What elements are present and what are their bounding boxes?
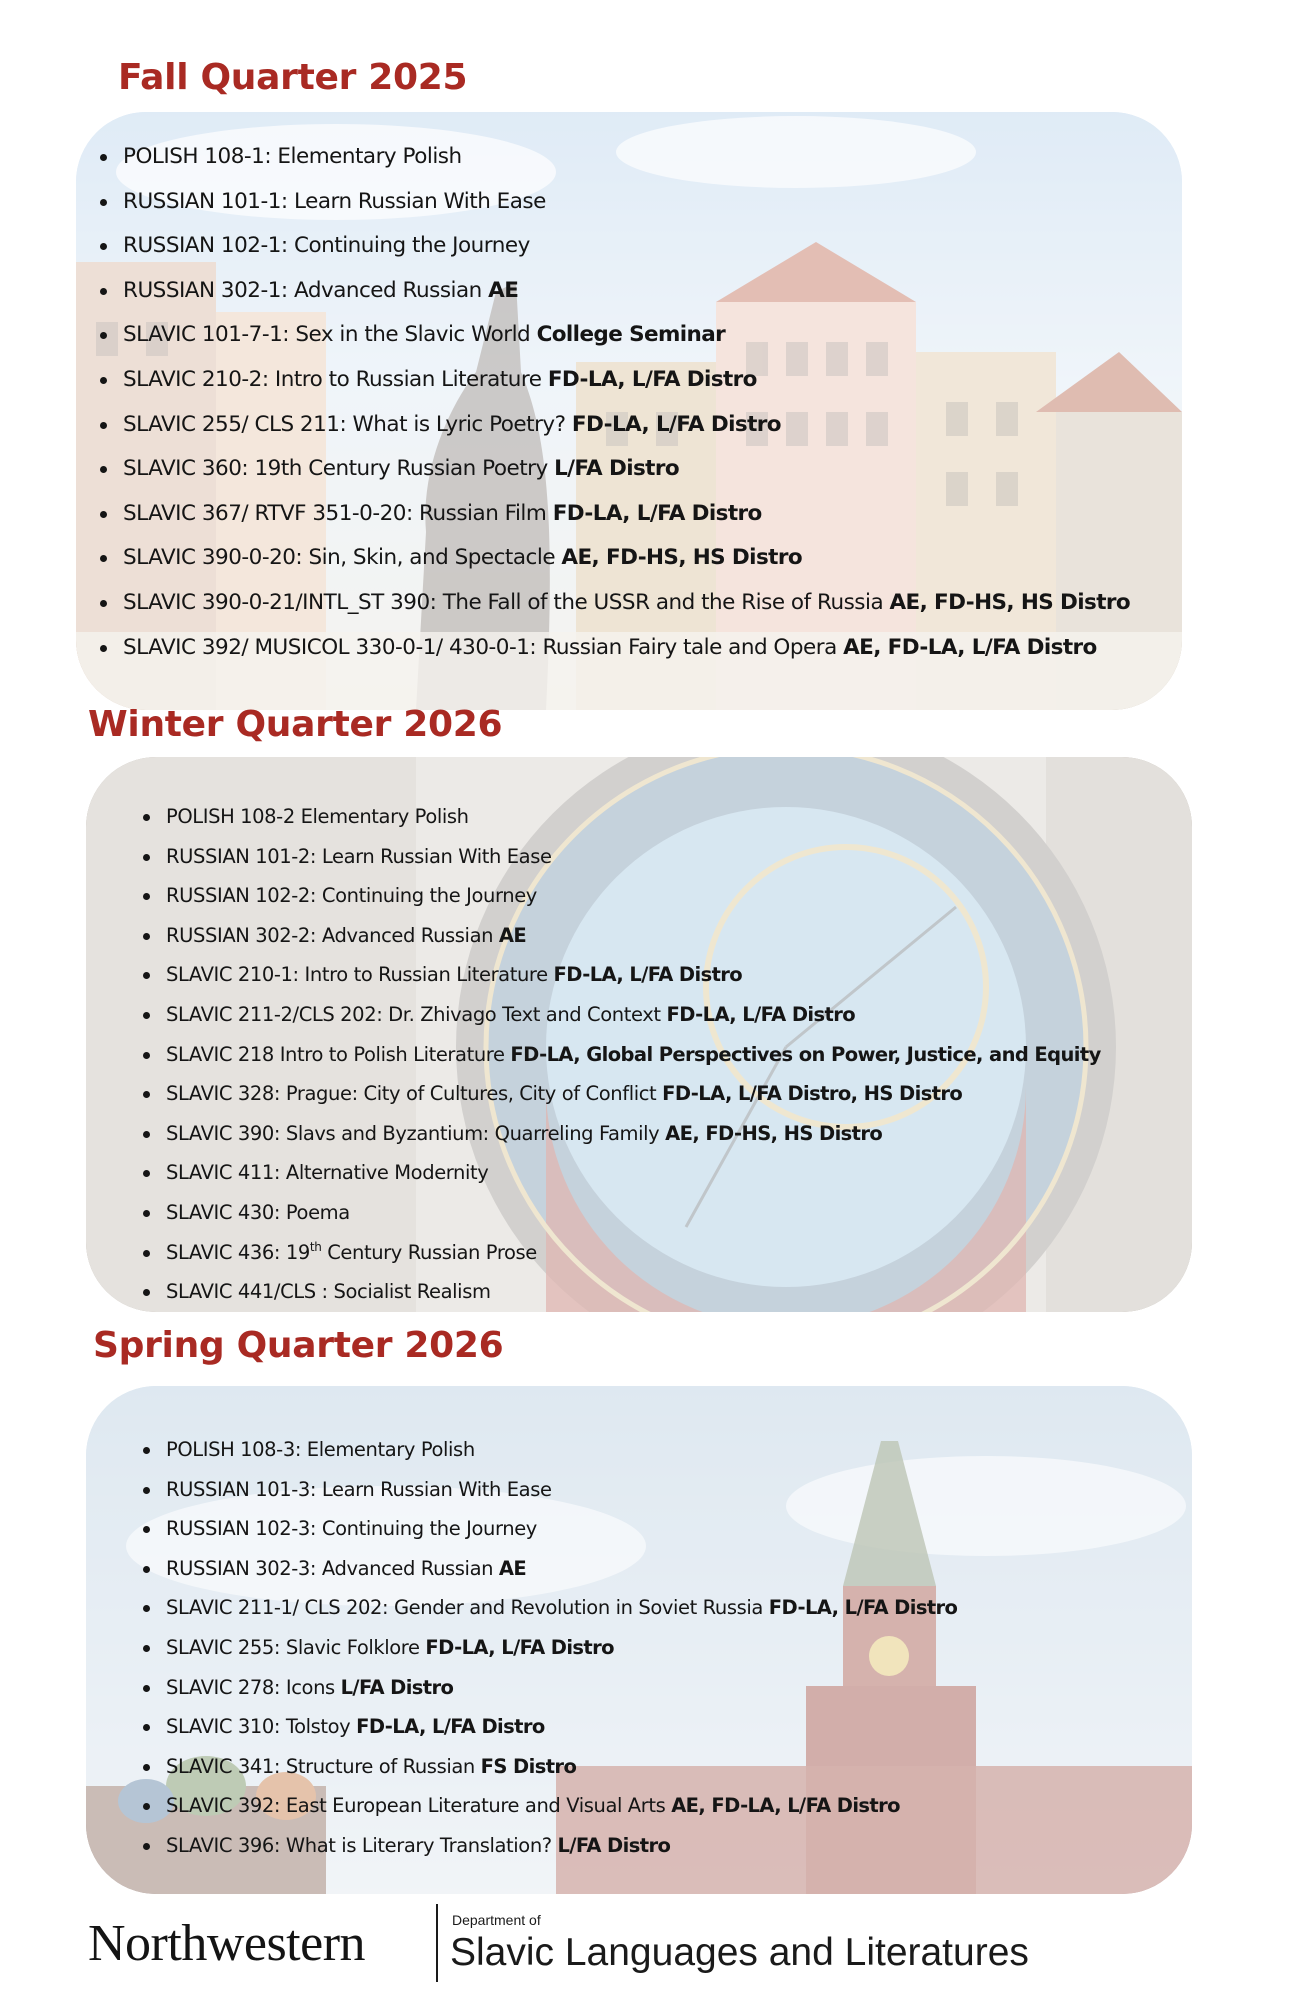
list-item: SLAVIC 210-2: Intro to Russian Literature FD-LA, L/FA Distro <box>123 365 1130 410</box>
list-item: SLAVIC 392/ MUSICOL 330-0-1/ 430-0-1: Russian Fairy tale and Opera AE, FD-LA, L/FA Distro <box>123 633 1130 678</box>
list-item: SLAVIC 367/ RTVF 351-0-20: Russian Film FD-LA, L/FA Distro <box>123 499 1130 544</box>
list-item: RUSSIAN 101-1: Learn Russian With Ease <box>123 187 1130 232</box>
list-item: SLAVIC 255: Slavic Folklore FD-LA, L/FA Distro <box>166 1634 957 1674</box>
course-tag: FD-LA, L/FA Distro <box>666 1002 856 1026</box>
course-tag: AE, FD-HS, HS Distro <box>665 1121 883 1145</box>
course-tag: AE, FD-HS, HS Distro <box>889 589 1131 615</box>
list-item: SLAVIC 328: Prague: City of Cultures, City of Conflict FD-LA, L/FA Distro, HS Distro <box>166 1080 1101 1120</box>
course-tag: FD-LA, L/FA Distro <box>547 366 757 392</box>
fall-courses-panel <box>76 112 1182 710</box>
spring-quarter-heading: Spring Quarter 2026 <box>93 1325 504 1366</box>
list-item: SLAVIC 211-2/CLS 202: Dr. Zhivago Text and Context FD-LA, L/FA Distro <box>166 1001 1101 1041</box>
department-footer <box>88 1900 1088 1984</box>
fall-quarter-heading: Fall Quarter 2025 <box>118 57 468 98</box>
winter-quarter-heading: Winter Quarter 2026 <box>88 704 503 745</box>
fall-course-list <box>123 142 1130 677</box>
course-tag: L/FA Distro <box>340 1675 454 1699</box>
list-item: SLAVIC 255/ CLS 211: What is Lyric Poetry? FD-LA, L/FA Distro <box>123 410 1130 455</box>
course-tag: AE, FD-HS, HS Distro <box>561 545 802 571</box>
list-item: RUSSIAN 102-1: Continuing the Journey <box>123 231 1130 276</box>
list-item: SLAVIC 218 Intro to Polish Literature FD-LA, Global Perspectives on Power, Justice, and Equity <box>166 1041 1101 1081</box>
list-item: SLAVIC 211-1/ CLS 202: Gender and Revolution in Soviet Russia FD-LA, L/FA Distro <box>166 1594 957 1634</box>
list-item: RUSSIAN 302-2: Advanced Russian AE <box>166 922 1101 962</box>
course-tag: FD-LA, L/FA Distro <box>552 500 762 526</box>
department-prefix: Department of <box>452 1912 541 1928</box>
footer-divider <box>436 1904 438 1982</box>
course-tag: L/FA Distro <box>554 456 680 482</box>
list-item: SLAVIC 436: 19th Century Russian Prose <box>166 1239 1101 1279</box>
list-item: RUSSIAN 302-3: Advanced Russian AE <box>166 1555 957 1595</box>
list-item: SLAVIC 310: Tolstoy FD-LA, L/FA Distro <box>166 1713 957 1753</box>
list-item: POLISH 108-1: Elementary Polish <box>123 142 1130 187</box>
list-item: SLAVIC 390-0-20: Sin, Skin, and Spectacle AE, FD-HS, HS Distro <box>123 543 1130 588</box>
list-item: SLAVIC 411: Alternative Modernity <box>166 1159 1101 1199</box>
department-name: Slavic Languages and Literatures <box>450 1931 1029 1974</box>
list-item: RUSSIAN 101-2: Learn Russian With Ease <box>166 843 1101 883</box>
course-tag: AE <box>498 923 527 947</box>
course-tag: FD-LA, L/FA Distro <box>425 1635 614 1659</box>
course-tag: FD-LA, L/FA Distro, HS Distro <box>662 1082 963 1106</box>
list-item: SLAVIC 390-0-21/INTL_ST 390: The Fall of the USSR and the Rise of Russia AE, FD-HS, HS Distro <box>123 588 1130 633</box>
course-tag: FD-LA, L/FA Distro <box>571 411 781 437</box>
list-item: POLISH 108-2 Elementary Polish <box>166 803 1101 843</box>
course-tag: AE, FD-LA, L/FA Distro <box>843 634 1097 660</box>
course-tag: AE <box>498 1556 527 1580</box>
course-tag: FD-LA, L/FA Distro <box>553 963 743 987</box>
list-item: SLAVIC 360: 19th Century Russian Poetry L/FA Distro <box>123 454 1130 499</box>
list-item: RUSSIAN 102-2: Continuing the Journey <box>166 882 1101 922</box>
course-tag: FD-LA, L/FA Distro <box>768 1596 958 1620</box>
list-item: SLAVIC 341: Structure of Russian FS Distro <box>166 1753 957 1793</box>
course-tag: FD-LA, Global Perspectives on Power, Justice, and Equity <box>510 1042 1101 1066</box>
list-item: SLAVIC 441/CLS : Socialist Realism <box>166 1278 1101 1312</box>
course-tag: AE <box>488 277 519 303</box>
winter-courses-panel <box>86 757 1192 1312</box>
course-tag: College Seminar <box>536 322 726 348</box>
spring-courses-panel <box>86 1386 1192 1894</box>
course-tag: FD-LA, L/FA Distro <box>356 1715 545 1739</box>
course-tag: FS Distro <box>480 1754 577 1778</box>
course-tag: AE, FD-LA, L/FA Distro <box>671 1794 900 1818</box>
list-item: SLAVIC 278: Icons L/FA Distro <box>166 1674 957 1714</box>
list-item: SLAVIC 396: What is Literary Translation? L/FA Distro <box>166 1832 957 1872</box>
list-item: POLISH 108-3: Elementary Polish <box>166 1436 957 1476</box>
list-item: RUSSIAN 101-3: Learn Russian With Ease <box>166 1476 957 1516</box>
list-item: SLAVIC 210-1: Intro to Russian Literature FD-LA, L/FA Distro <box>166 961 1101 1001</box>
ordinal-suffix: th <box>309 1239 322 1254</box>
winter-course-list <box>166 803 1101 1312</box>
northwestern-wordmark: Northwestern <box>88 1915 366 1972</box>
spring-course-list <box>166 1436 957 1872</box>
course-tag: L/FA Distro <box>557 1833 671 1857</box>
list-item: SLAVIC 430: Poema <box>166 1199 1101 1239</box>
list-item: RUSSIAN 102-3: Continuing the Journey <box>166 1515 957 1555</box>
list-item: SLAVIC 101-7-1: Sex in the Slavic World College Seminar <box>123 320 1130 365</box>
list-item: SLAVIC 392: East European Literature and Visual Arts AE, FD-LA, L/FA Distro <box>166 1792 957 1832</box>
list-item: SLAVIC 390: Slavs and Byzantium: Quarreling Family AE, FD-HS, HS Distro <box>166 1120 1101 1160</box>
list-item: RUSSIAN 302-1: Advanced Russian AE <box>123 276 1130 321</box>
